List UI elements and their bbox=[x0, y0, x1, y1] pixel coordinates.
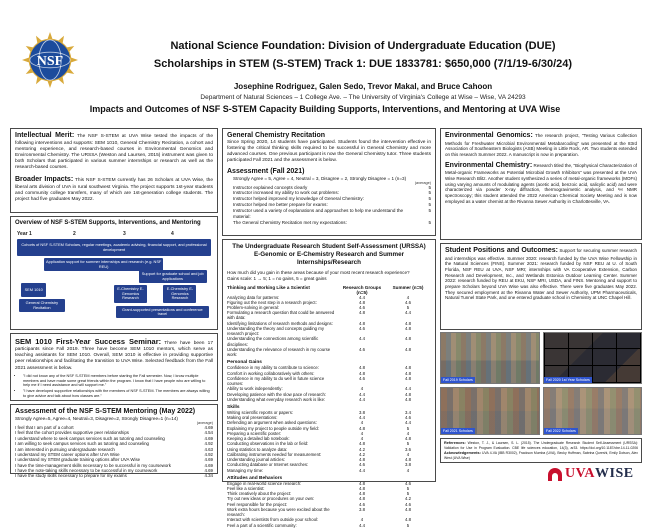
row-value: 4.34 bbox=[204, 473, 213, 479]
row-label: Developing patience with the slow pace of research: bbox=[227, 391, 327, 397]
mentoring-average-label: (average) bbox=[196, 421, 213, 425]
photo-caption: Fall 2020 1st Year Scholars bbox=[546, 378, 590, 382]
sem1010-paragraph bbox=[15, 337, 213, 372]
row-label: I am interested in pursuing undergraduate research bbox=[15, 446, 115, 452]
year-label-2: 2 bbox=[73, 231, 76, 237]
broader-impacts-heading: Broader Impacts: bbox=[15, 175, 74, 183]
env-genomics bbox=[445, 132, 637, 158]
row-label: Instructor explained concepts clearly bbox=[233, 184, 308, 190]
row-label: Feel like a scientist: bbox=[227, 486, 265, 492]
row-value: 4.8 bbox=[359, 457, 365, 463]
urssa-table bbox=[227, 295, 431, 528]
row-value: 4.8 bbox=[359, 370, 365, 376]
table-row bbox=[227, 507, 431, 517]
row-value: 4 bbox=[360, 517, 364, 523]
urssa-column-headers bbox=[227, 285, 431, 295]
svg-text:NSF: NSF bbox=[36, 54, 64, 70]
acknowledgements bbox=[444, 451, 638, 460]
urssa-section-header: Skills bbox=[227, 404, 240, 410]
row-value: 4.8 bbox=[405, 457, 411, 463]
row-value: 4.8 bbox=[359, 496, 365, 502]
row-value: 4.4 bbox=[359, 467, 365, 473]
row-value: 4.6 bbox=[405, 501, 411, 507]
env-genomics-text: The research project, "Testing Various Collection Methods for Freshwater Microbial Environmental Metabarcoding" was presented at the 83rd Association of Southeastern Biologists (ASB) Meeting in Little Rock, AR. Two students extended on this research Summer 2022. A manuscript is now in preparation. bbox=[445, 133, 637, 157]
references-text: Weston, T. J., & Laursen, S. L. (2015). The Undergraduate Research Student Self-Assessment (URSSA): Validation for Use in Program Evaluation. CBE life sciences education, 14(3), ar33. https://doi.org/10.1187/cbe.14-11-0206 bbox=[444, 441, 638, 451]
row-value: 4.8 bbox=[359, 425, 365, 431]
row-label: I feel that I am part of a cohort bbox=[15, 425, 74, 430]
row-value: 5 bbox=[428, 220, 431, 226]
row-value: 4.4 bbox=[405, 386, 411, 392]
row-value: 4 bbox=[360, 436, 364, 442]
row-value: 4.4 bbox=[359, 336, 365, 342]
row-value: 4.4 bbox=[359, 415, 365, 421]
gantt-bar-echem-research-yr4: E-Chemistry E-Genomics Research bbox=[163, 285, 196, 303]
row-label: Comfort in working collaboratively with others: bbox=[227, 370, 315, 376]
row-value: 4.8 bbox=[359, 486, 365, 492]
mentoring-assessment-table bbox=[15, 425, 213, 479]
row-value: 5 bbox=[406, 486, 410, 492]
gantt-bar-grant-travel: Grant-supported presentations and conference travel bbox=[116, 306, 209, 318]
references-box bbox=[440, 438, 642, 463]
gantt-bar-genchem-recitation: General Chemistry Recitation bbox=[19, 299, 64, 312]
row-label: Understanding journal articles: bbox=[227, 457, 286, 463]
row-label: Work extra hours because you were excited about the research: bbox=[227, 506, 330, 518]
poster-title-line1: National Science Foundation: Division of Undergraduate Education (DUE) bbox=[170, 40, 556, 52]
year-label-4: 4 bbox=[171, 231, 174, 237]
row-value: 4.69 bbox=[204, 457, 213, 463]
row-value: 4 bbox=[360, 420, 364, 426]
row-label: Identifying limitations of research methods and designs: bbox=[227, 320, 333, 326]
row-value: 4.69 bbox=[204, 425, 213, 430]
row-value: 4.6 bbox=[405, 299, 411, 305]
sem1010-heading: SEM 1010 First-Year Success Seminar: bbox=[15, 337, 162, 346]
row-value: 4.4 bbox=[405, 420, 411, 426]
student-positions bbox=[445, 247, 637, 301]
overview-gantt bbox=[11, 217, 217, 329]
row-value: 3.8 bbox=[359, 506, 365, 512]
row-label: I understand my STEM career options after UVA Wise bbox=[15, 451, 120, 457]
row-value: 4.4 bbox=[359, 294, 365, 300]
row-value: 4.8 bbox=[405, 365, 411, 371]
uva-wise-logo bbox=[548, 464, 644, 484]
table-row bbox=[227, 347, 431, 357]
env-chemistry-text: Research titled the, "Biophysical Characterization of Metal-organic Frameworks as Potential Microbial Growth Inhibitors" was presented at the UVA Wise Research Blitz. Another student synthesized a series of metal-organic frameworks (MOFs) using varying amounts of modulating agents (acetic acid, benzoic acid, salicylic acid) and were characterized via powder X-ray diffraction, thermogravimetric analysis, and ¹H NMR spectroscopy; this student attended the 2022 American Chemical Society Meeting and is now employed as a water chemist at the Rivanna Sewer Authority in Charlottesville, VA. bbox=[445, 162, 637, 204]
row-label: I have the note-taking skills necessary to be successful in my coursework bbox=[15, 468, 158, 473]
row-label: Problem-solving in general: bbox=[227, 304, 280, 310]
row-value: 4.69 bbox=[204, 435, 213, 441]
row-label: Instructor used a variety of explanations and approaches to help me understand the material: bbox=[233, 208, 404, 220]
row-value: 4 bbox=[406, 467, 410, 473]
row-label: Ability to work independently: bbox=[227, 386, 283, 392]
row-value: 4.8 bbox=[405, 346, 411, 352]
uva-arch-icon bbox=[548, 468, 562, 481]
row-value: 4.63 bbox=[204, 446, 213, 452]
row-label: Understanding the relevance of research in my course work: bbox=[227, 346, 331, 358]
row-label: Feel a part of a scientific community: bbox=[227, 522, 297, 528]
env-genomics-heading: Environmental Genomics: bbox=[445, 132, 533, 139]
row-value: 4.8 bbox=[405, 336, 411, 342]
table-row bbox=[233, 220, 431, 226]
row-label: Understanding what everyday research work is like: bbox=[227, 396, 326, 402]
row-value: 4.8 bbox=[359, 320, 365, 326]
row-label: Understanding the connections among scientific disciplines: bbox=[227, 336, 319, 347]
row-label: Managing my time: bbox=[227, 467, 264, 473]
row-value: 4.4 bbox=[359, 391, 365, 397]
row-value: 4.6 bbox=[359, 375, 365, 381]
mentoring-assessment-title: Assessment of the NSF S-STEM Mentoring (May 2022) bbox=[15, 408, 196, 415]
row-value: 4.6 bbox=[359, 325, 365, 331]
overview-title: Overview of NSF S-STEM Supports, Interventions, and Mentoring bbox=[15, 220, 201, 226]
photo-fall-2021-scholars bbox=[440, 387, 540, 435]
row-value: 3.8 bbox=[405, 462, 411, 468]
gen-chem-average-label: (average) bbox=[414, 180, 431, 185]
row-label: Formulating a research question that could be answered with data: bbox=[227, 310, 335, 321]
row-label: Confidence in my ability to do well in future science courses: bbox=[227, 375, 325, 387]
table-row bbox=[15, 473, 213, 478]
row-value: 4.8 bbox=[359, 480, 365, 486]
gantt-bar-application-support: Application support for summer internships and research (e.g. NSF REU) bbox=[44, 258, 163, 271]
gantt-bar-cohorts: Cohorts of NSF S-STEM Scholars, regular meetings, academic advising, financial support, and professional development bbox=[17, 239, 211, 256]
acknowledgements-heading: Acknowledgements: bbox=[444, 450, 481, 455]
gen-chem-scale: Strongly Agree = 5, Agree = 4, Neutral = 3, Disagree = 2, Strongly Disagree = 1 (n=3) bbox=[233, 175, 407, 181]
row-value: 4 bbox=[406, 430, 410, 436]
row-label: The General Chemistry Recitation met my expectations: bbox=[233, 220, 347, 226]
row-value: 4.8 bbox=[405, 391, 411, 397]
environmental-box bbox=[440, 128, 642, 240]
row-value: 4.4 bbox=[405, 310, 411, 316]
photo-caption: Fall 2021 Scholars bbox=[443, 429, 473, 433]
poster-subtitle: Impacts and Outcomes of NSF S-STEM Capacity Building Supports, Interventions, and Mentoring at UVA Wise bbox=[89, 104, 561, 114]
row-value: 4.6 bbox=[359, 462, 365, 468]
row-value: 4 bbox=[406, 294, 410, 300]
row-value: 4.8 bbox=[359, 310, 365, 316]
table-row bbox=[227, 468, 431, 473]
row-value: 4.54 bbox=[204, 430, 213, 436]
photo-caption: Fall 2019 Scholars bbox=[443, 378, 473, 382]
row-label: I have the study skills necessary to prepare for my exams bbox=[15, 473, 127, 479]
nsf-logo bbox=[22, 32, 78, 88]
photo-fall-2019-scholars bbox=[440, 332, 540, 384]
row-value: 4.69 bbox=[204, 468, 213, 473]
table-row bbox=[227, 397, 431, 402]
year-label-3: 3 bbox=[123, 231, 126, 237]
row-value: 5 bbox=[428, 208, 431, 214]
row-value: 4.8 bbox=[405, 436, 411, 442]
row-value: 4 bbox=[360, 430, 364, 436]
gantt-bar-echem-research-yr3: E-Chemistry E-Genomics Research bbox=[114, 285, 147, 303]
photo-fall-2020-scholars bbox=[543, 332, 642, 384]
row-label: Conducting database or Internet searches: bbox=[227, 462, 309, 468]
row-value: 4.4 bbox=[359, 522, 365, 528]
row-label: Feel responsible for the project: bbox=[227, 501, 288, 507]
urssa-col0: Thinking and Working Like a Scientist bbox=[227, 284, 310, 290]
authors: Josephine Rodriguez, Galen Sedo, Trevor Makal, and Bruce Cahoon bbox=[233, 82, 493, 91]
row-value: 4.8 bbox=[405, 506, 411, 512]
row-label: Think creatively about the project: bbox=[227, 491, 292, 497]
photo-caption: Fall 2022 Scholars bbox=[546, 429, 576, 433]
mentoring-assessment-scale: Strongly Agree=5, Agree=4, Neutral=3, Disagree=2, Strongly Disagree=1 (n=14) bbox=[15, 416, 178, 421]
sem1010-text: There have been 17 participants since Fall 2019. Three have become SEM 1010 mentors, which serve as teaching assistants for SEM 1010. Overall, SEM 1010 is effective in providing supportive peer relationships and facilitating the transition to UVA Wise. Selected feedback from the Fall 2021 assessment is below. bbox=[15, 341, 213, 371]
row-label: Try out new ideas or procedures on your own: bbox=[227, 496, 315, 502]
urssa-col1: Research Groups (n=5) bbox=[342, 284, 382, 295]
quote-item: • "I have developed supportive relationships with the members of NSF S-STEM. The members are always willing to give advice and talk about how classes are." bbox=[23, 389, 213, 399]
sem1010-box bbox=[10, 333, 218, 401]
row-value: 4.92 bbox=[204, 451, 213, 457]
row-value: 4 bbox=[360, 386, 364, 392]
row-label: Understanding the theory and concepts guiding my research project: bbox=[227, 325, 324, 337]
urssa-title-line1: The Undergraduate Research Student Self-Assessment (URSSA) bbox=[232, 243, 426, 250]
row-label: Writing scientific reports or papers: bbox=[227, 409, 294, 415]
row-label: Figuring out the next step in a research project: bbox=[227, 299, 317, 305]
row-label: Using statistics to analyze data: bbox=[227, 446, 288, 452]
gantt-bar-sem1010: SEM 1010 bbox=[21, 283, 46, 297]
table-row bbox=[227, 326, 431, 336]
gen-chem-text: Since Spring 2020, 14 students have participated. Students found the intervention effective in fostering the critical thinking skills required to be successful in General Chemistry and more advanced courses. One previous participant is now the General Chemistry tutor. Three students participated Fall 2021 and the assessment is below. bbox=[227, 140, 431, 164]
urssa-section-header: Personal Gains bbox=[227, 360, 262, 366]
acknowledgements-text: UVA 4-VA (IBB R3002), Frackson Mumba (UVA), Becky Huffman, Sabrina Qureshi, Emily Dotson, Alex West (UVA Wise) bbox=[444, 450, 638, 460]
student-positions-box bbox=[440, 243, 642, 330]
row-label: Instructor helped me better prepare for exams: bbox=[233, 202, 328, 208]
row-label: Defending an argument when asked questions: bbox=[227, 420, 317, 426]
row-value: 5 bbox=[406, 522, 410, 528]
overview-box bbox=[10, 216, 218, 330]
nsf-logo-icon bbox=[22, 32, 78, 88]
row-label: Interact with scientists from outside your school: bbox=[227, 517, 319, 523]
student-positions-text: Support for securing summer research and internships was effective. Summer 2020: research funded by the UVA Wise Fellowship in the Natural Sciences (FINS). Summer 2021: research funded by NSF REU at U. of South Florida, NSF REU at UVA, NSF MRI; internships with VA Cooperative Extension, Carbon Research and Development, Inc., and Wetlands Estonica Outdoor Learning Center. Summer 2022: research funded by REU at EKU, NSF MRI, USDA, and FINS. Mentoring and support to prepare Scholars beyond UVA Wise was also effective. There were five graduates May 2022. They secured employment at the Rivanna Water and Sewer Authority, UPM Pharmaceuticals, Natural Tunnel State Park, and one entered graduate school in Chemistry at UNC Chapel Hill. bbox=[445, 248, 637, 301]
row-value: 4.6 bbox=[359, 304, 365, 310]
sem1010-quotes bbox=[23, 374, 213, 400]
row-value: 5 bbox=[406, 441, 410, 447]
table-row bbox=[227, 523, 431, 528]
intellectual-merit-box bbox=[10, 128, 218, 213]
row-value: 3.8 bbox=[359, 409, 365, 415]
intellectual-merit-text: The NSF S-STEM at UVA Wise tested the impacts of the following interventions and supports: SEM 1010, General Chemistry Recitation, a cohort and mentoring experience, and research-based courses in Environmental Genomics and Environmental Chemistry. The URSSA (Weston and Laursen, 2015) instrument was given to both Scholars that participated in various summer internships or research as well as the research-based courses. bbox=[15, 134, 213, 171]
row-value: 4.6 bbox=[405, 480, 411, 486]
row-value: 4.4 bbox=[359, 396, 365, 402]
row-value: 4.6 bbox=[359, 501, 365, 507]
row-value: 4.6 bbox=[359, 346, 365, 352]
row-label: Keeping a detailed lab notebook: bbox=[227, 436, 290, 442]
gen-chem-assessment-title: Assessment (Fall 2021) bbox=[227, 167, 305, 175]
table-row bbox=[233, 208, 431, 220]
row-value: 4.8 bbox=[359, 299, 365, 305]
row-value: 4.8 bbox=[359, 491, 365, 497]
references bbox=[444, 441, 638, 450]
intellectual-merit bbox=[15, 132, 213, 172]
row-label: Engage in real-world science research: bbox=[227, 480, 302, 486]
row-value: 4.8 bbox=[405, 370, 411, 376]
row-value: 4.8 bbox=[405, 517, 411, 523]
urssa-intro2: Gains scale: 1 → 5; 1 = no gains, 5 = great gains bbox=[227, 275, 327, 281]
row-value: 4.2 bbox=[359, 446, 365, 452]
urssa-title-line2: E-Genomic or E-Chemistry Research and Summer Internships/Research bbox=[253, 250, 405, 266]
urssa-section-header: Attitudes and Behaviors bbox=[227, 475, 283, 481]
row-value: 4.8 bbox=[359, 365, 365, 371]
row-label: Confidence in my ability to contribute to science: bbox=[227, 365, 319, 371]
broader-impacts bbox=[15, 176, 213, 203]
gen-chem-box bbox=[222, 128, 436, 236]
row-value: 4.8 bbox=[405, 325, 411, 331]
row-value: 5 bbox=[428, 202, 431, 208]
row-label: Calibrating instruments needed for measurement: bbox=[227, 451, 322, 457]
gen-chem-title: General Chemistry Recitation bbox=[227, 132, 326, 139]
row-label: Making oral presentations: bbox=[227, 415, 278, 421]
mentoring-assessment-box bbox=[10, 404, 218, 479]
year-label-1: Year 1 bbox=[17, 231, 32, 237]
row-value: 4.8 bbox=[359, 441, 365, 447]
row-label: I am willing to seek campus services such as tutoring and counseling bbox=[15, 441, 149, 447]
row-value: 5 bbox=[406, 491, 410, 497]
row-value: 4.8 bbox=[405, 320, 411, 326]
row-label: Analyzing data for patterns: bbox=[227, 294, 280, 300]
uva-wordmark: UVA bbox=[565, 466, 596, 481]
urssa-box bbox=[222, 239, 436, 528]
row-label: Instructor helped improved my knowledge of General Chemistry: bbox=[233, 196, 364, 202]
row-label: Instructor increased my ability to work out problems: bbox=[233, 190, 339, 196]
intellectual-merit-heading: Intellectual Merit: bbox=[15, 132, 75, 139]
table-row bbox=[227, 310, 431, 320]
table-row bbox=[227, 376, 431, 386]
row-value: 5 bbox=[406, 304, 410, 310]
references-heading: References: bbox=[444, 441, 466, 445]
urssa-col2: Summer (n=5) bbox=[392, 284, 424, 290]
quote-item: • "I did not know any of the NSF S-STEM members before starting the Fall semester. Now, I know multiple members and have made some great friends within the program. I know that I have people who are willing to help me if I need assistance and will support me." bbox=[23, 374, 213, 389]
gen-chem-assessment-table bbox=[233, 185, 431, 227]
row-value: 4.8 bbox=[405, 375, 411, 381]
wise-wordmark: WISE bbox=[595, 466, 634, 481]
row-value: 3.4 bbox=[405, 409, 411, 415]
row-value: 4.92 bbox=[204, 441, 213, 447]
row-label: I have the time-management skills necessary to be successful in my coursework bbox=[15, 462, 171, 468]
row-label: I understand where to seek campus services such as tutoring and counseling bbox=[15, 435, 165, 441]
gantt-bar-grad-support: Support for graduate school and job applications bbox=[139, 270, 207, 283]
env-chemistry-heading: Environmental Chemistry: bbox=[445, 161, 533, 169]
row-value: 4.8 bbox=[405, 396, 411, 402]
env-chemistry bbox=[445, 162, 637, 205]
row-value: 4.69 bbox=[204, 462, 213, 468]
row-value: 5 bbox=[406, 425, 410, 431]
table-row bbox=[227, 336, 431, 346]
row-value: 3.6 bbox=[405, 446, 411, 452]
photo-fall-2022-scholars bbox=[543, 387, 642, 435]
student-positions-heading: Student Positions and Outcomes: bbox=[445, 247, 558, 254]
row-value: 5 bbox=[428, 190, 431, 196]
broader-impacts-text: This NSF S-STEM currently has 26 Scholars at UVA Wise, the liberal arts division of UVA in rural southwest Virginia. The project supports 1st-year students and community college transfers, many of which are 1st-generation college students. The project had five graduates May 2022. bbox=[15, 177, 213, 202]
row-value: 4 bbox=[406, 451, 410, 457]
poster-title-line2: Scholarships in STEM (S-STEM) Track 1: DUE 1833781: $650,000 (7/1/19-6/30/24) bbox=[153, 58, 573, 70]
row-label: I understand my STEM graduate training options after UVA Wise bbox=[15, 457, 141, 463]
row-label: Explaining my project to people outside my field: bbox=[227, 425, 319, 431]
row-value: 5 bbox=[428, 184, 431, 190]
affiliation: Department of Natural Sciences – 1 College Ave. – The University of Virginia's College at Wise – Wise, VA 24293 bbox=[200, 94, 526, 101]
row-value: 4.2 bbox=[405, 496, 411, 502]
row-value: 4.2 bbox=[359, 451, 365, 457]
row-value: 5 bbox=[428, 196, 431, 202]
row-value: 4.6 bbox=[405, 415, 411, 421]
urssa-intro1: How much did you gain in these areas because of your most recent research experience? bbox=[227, 269, 410, 275]
row-label: I feel that the cohort provides supportive peer relationships bbox=[15, 430, 129, 436]
row-label: Conducting observations in the lab or field: bbox=[227, 441, 309, 447]
row-label: Preparing a scientific poster: bbox=[227, 430, 282, 436]
